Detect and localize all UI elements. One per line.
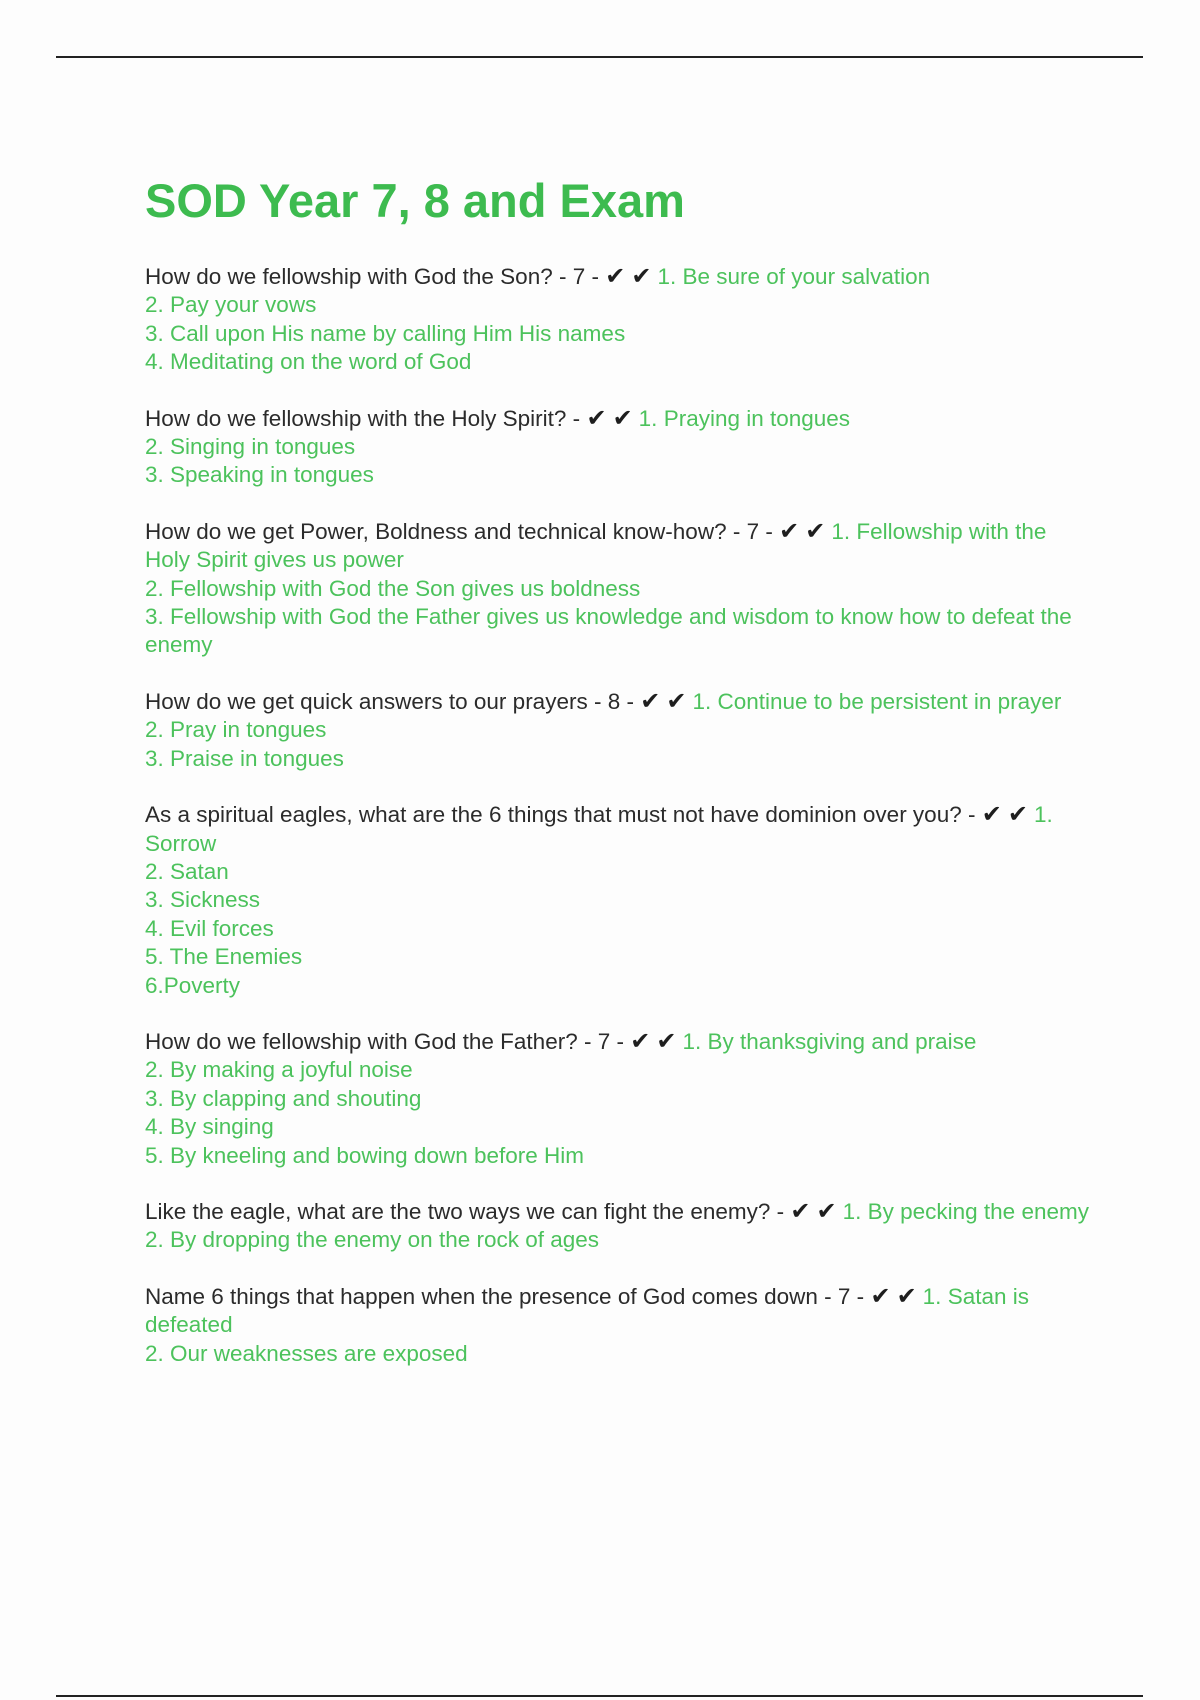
answer-text: 2. Fellowship with God the Son gives us boldness [145,575,641,601]
answer-text: 2. Pay your vows [145,292,317,318]
question-text: How do we fellowship with God the Son? - 7 - [145,264,599,289]
check-icon: ✔ [981,800,1002,829]
qa-list [145,262,1090,1368]
check-icon: ✔ [630,1026,651,1055]
qa-item [145,800,1090,1000]
check-icon: ✔ [779,516,800,545]
answer-text: 1. Fellowship with the Holy Spirit gives us power [145,518,1047,573]
page-title: SOD Year 7, 8 and Exam [145,174,685,227]
qa-item [145,262,1090,377]
check-icon: ✔ [805,516,826,545]
check-icon: ✔ [605,262,626,290]
answer-text: 3. By clapping and shouting [145,1085,422,1111]
question-text: How do we get Power, Boldness and technical know-how? - 7 - [145,518,773,544]
answer-text: 4. By singing [145,1114,274,1140]
qa-item [145,517,1090,660]
answer-text: 2. Our weaknesses are exposed [145,1340,468,1366]
question-text: How do we fellowship with the Holy Spirit? - [145,405,581,431]
check-icon: ✔ [816,1196,837,1225]
answer-text: 3. Fellowship with God the Father gives us knowledge and wisdom to know how to defeat the enemy [145,604,1072,658]
answer-text: 2. By making a joyful noise [145,1057,413,1083]
answer-text: 1. Praying in tongues [638,405,851,431]
qa-item [145,687,1090,773]
check-icon: ✔ [896,1281,917,1310]
check-icon: ✔ [870,1281,891,1310]
question-text: How do we fellowship with God the Father? - 7 - [145,1028,624,1054]
qa-item [145,1027,1090,1170]
question-text: As a spiritual eagles, what are the 6 things that must not have dominion over you? - [145,802,976,828]
answer-text: 2. Satan [145,858,229,884]
check-icon: ✔ [666,686,687,715]
check-icon: ✔ [790,1196,811,1225]
check-icon: ✔ [612,403,633,432]
bottom-rule [56,1695,1143,1697]
answer-text: 2. Pray in tongues [145,717,327,743]
answer-text: 4. Meditating on the word of God [145,349,472,375]
check-icon: ✔ [631,262,652,290]
answer-text: 2. By dropping the enemy on the rock of ages [145,1227,600,1253]
answer-text: 5. The Enemies [145,944,303,970]
check-icon: ✔ [656,1026,677,1055]
qa-item [145,1282,1090,1368]
qa-item [145,1197,1090,1255]
answer-text: 5. By kneeling and bowing down before Him [145,1142,585,1168]
question-text: Name 6 things that happen when the presence of God comes down - 7 - [145,1283,865,1309]
answer-text: 1. Satan is defeated [145,1283,1029,1338]
answer-text: 1. Be sure of your salvation [657,264,931,289]
document-body [145,172,1090,1395]
answer-text: 3. Speaking in tongues [145,462,374,488]
answer-text: 1. Continue to be persistent in prayer [692,688,1062,714]
answer-text: 4. Evil forces [145,915,274,941]
question-text: Like the eagle, what are the two ways we can fight the enemy? - [145,1198,785,1224]
check-icon: ✔ [586,403,607,432]
qa-item [145,404,1090,490]
check-icon: ✔ [640,686,661,715]
answer-text: 2. Singing in tongues [145,434,356,460]
question-text: How do we get quick answers to our prayers - 8 - [145,688,634,714]
check-icon: ✔ [1007,800,1028,829]
answer-text: 1. By thanksgiving and praise [682,1028,977,1054]
answer-text: 6.Poverty [145,972,241,998]
top-rule [56,56,1143,58]
answer-text: 3. Sickness [145,887,261,913]
answer-text: 3. Call upon His name by calling Him His names [145,320,626,346]
answer-text: 1. By pecking the enemy [842,1198,1089,1224]
answer-text: 3. Praise in tongues [145,745,344,771]
answer-text: 1. Sorrow [145,802,1053,856]
